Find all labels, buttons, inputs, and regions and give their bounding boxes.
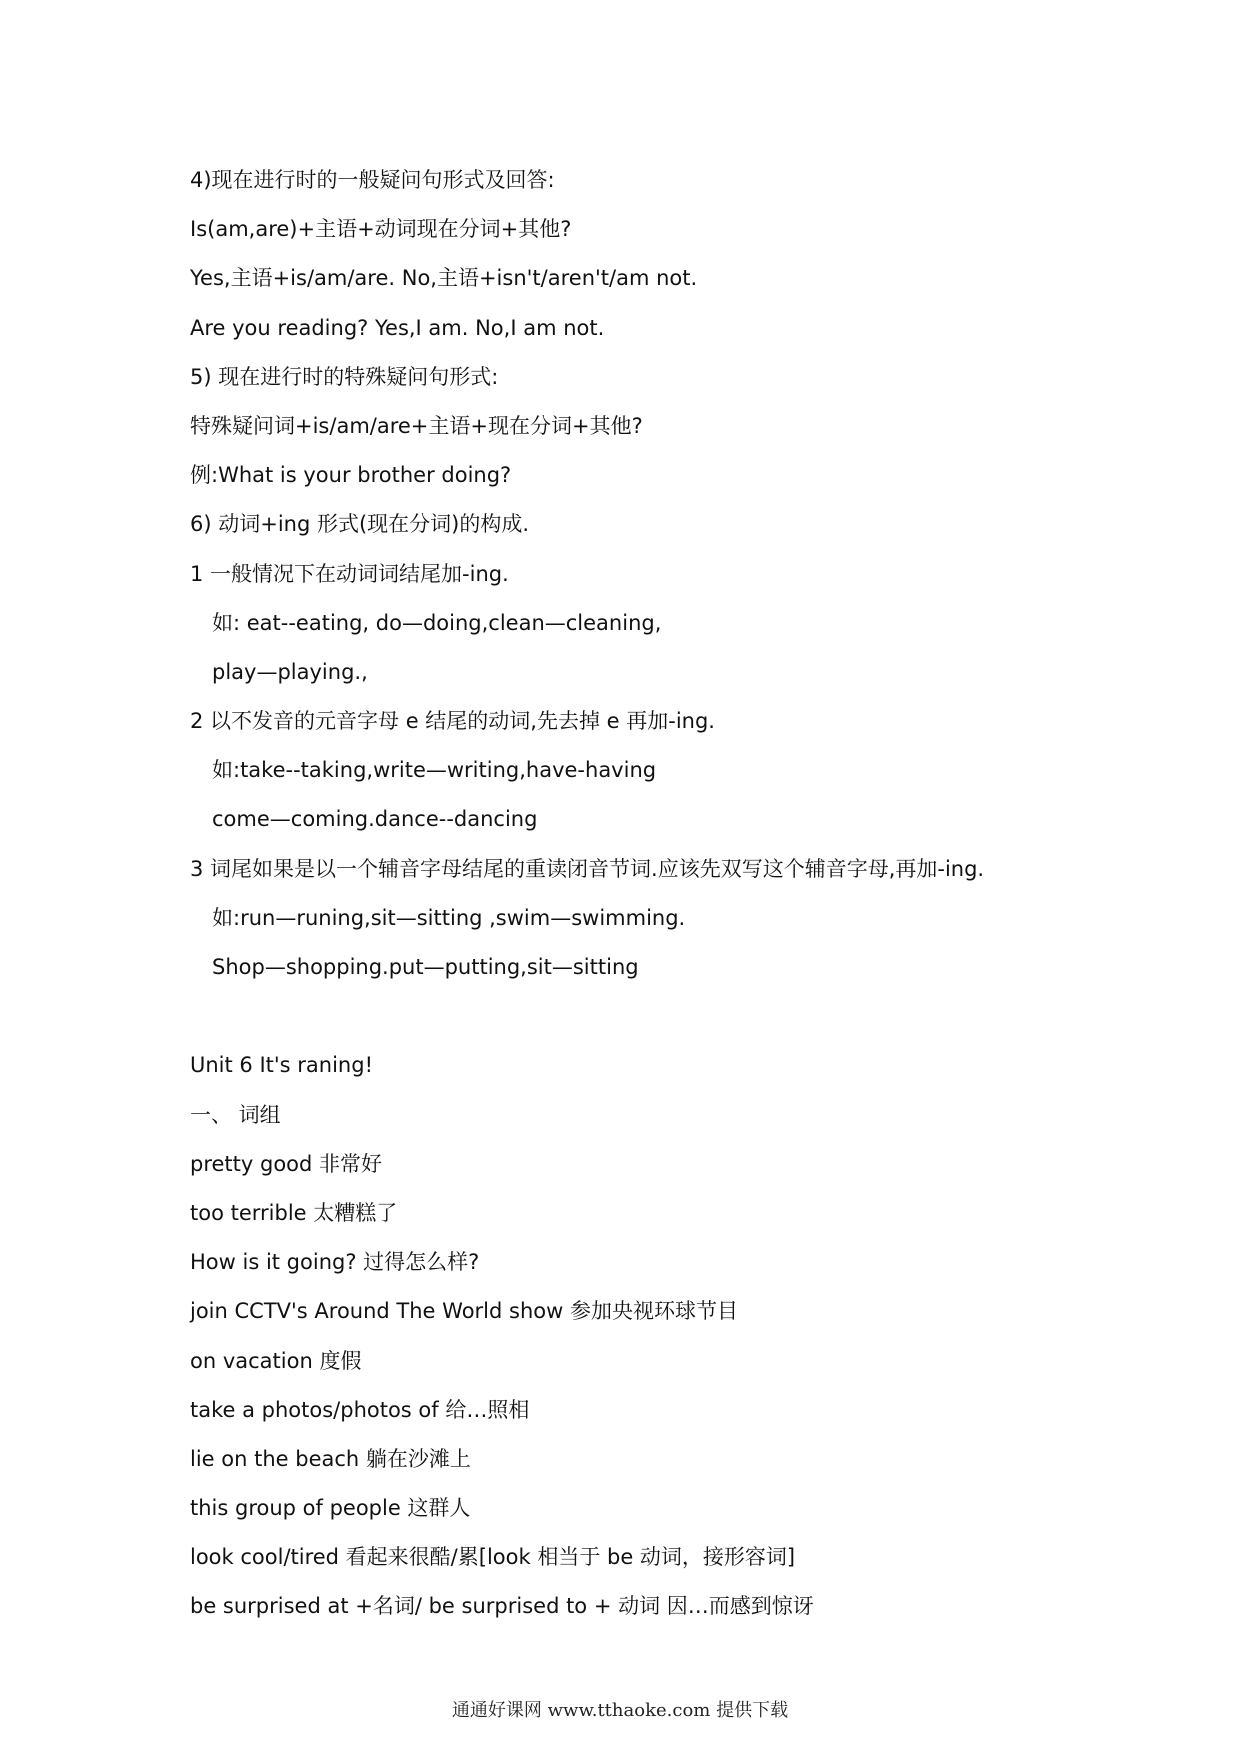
phrases-heading: 一、 词组 [190,1102,281,1127]
answer-form-rule: Yes,主语+is/am/are. No,主语+isn't/aren't/am not. [190,266,698,291]
wh-question-rule: 特殊疑问词+is/am/are+主语+现在分词+其他? [190,413,643,438]
wh-question-example: 例:What is your brother doing? [190,463,512,488]
page-footer: 通通好课网 www.tthaoke.com 提供下载 [451,1700,789,1721]
wh-question-heading: 5) 现在进行时的特殊疑问句形式: [190,364,499,389]
ing-rule-3-example-b: Shop—shopping.put—putting,sit—sitting [212,955,639,979]
ing-rule-2-example-b: come—coming.dance--dancing [212,807,538,832]
ing-rule-1-example-b: play—playing., [212,659,368,684]
ing-rule-1-example-a: 如: eat--eating, do—doing,clean—cleaning, [212,610,662,635]
phrase-item: too terrible 太糟糕了 [190,1200,398,1225]
unit-title: Unit 6 It's raning! [190,1053,373,1078]
section-spacer [190,992,1090,1041]
phrase-item: lie on the beach 躺在沙滩上 [190,1446,471,1471]
phrase-item: pretty good 非常好 [190,1151,383,1176]
phrase-item: on vacation 度假 [190,1348,362,1373]
ing-rule-2: 2 以不发音的元音字母 e 结尾的动词,先去掉 e 再加-ing. [190,709,715,734]
phrase-item: be surprised at +名词/ be surprised to + 动词 因…而感到惊讶 [190,1594,814,1619]
phrase-item: look cool/tired 看起来很酷/累[look 相当于 be 动词，接形容词] [190,1545,796,1570]
document-body [190,156,1090,1632]
ing-rule-3: 3 词尾如果是以一个辅音字母结尾的重读闭音节词.应该先双写这个辅音字母,再加-ing. [190,856,985,881]
phrase-item: take a photos/photos of 给…照相 [190,1397,530,1422]
question-form-rule: Is(am,are)+主语+动词现在分词+其他? [190,217,572,242]
ing-rule-3-example-a: 如:run—runing,sit—sitting ,swim—swimming. [212,905,686,930]
question-example: Are you reading? Yes,I am. No,I am not. [190,315,605,340]
phrase-item: How is it going? 过得怎么样? [190,1250,480,1275]
phrase-item: this group of people 这群人 [190,1496,471,1521]
ing-rule-1: 1 一般情况下在动词词结尾加-ing. [190,561,509,586]
ing-form-heading: 6) 动词+ing 形式(现在分词)的构成. [190,512,530,537]
question-form-heading: 4)现在进行时的一般疑问句形式及回答: [190,168,555,192]
phrase-item: join CCTV's Around The World show 参加央视环球节目 [190,1299,738,1324]
ing-rule-2-example-a: 如:take--taking,write—writing,have-having [212,758,657,783]
